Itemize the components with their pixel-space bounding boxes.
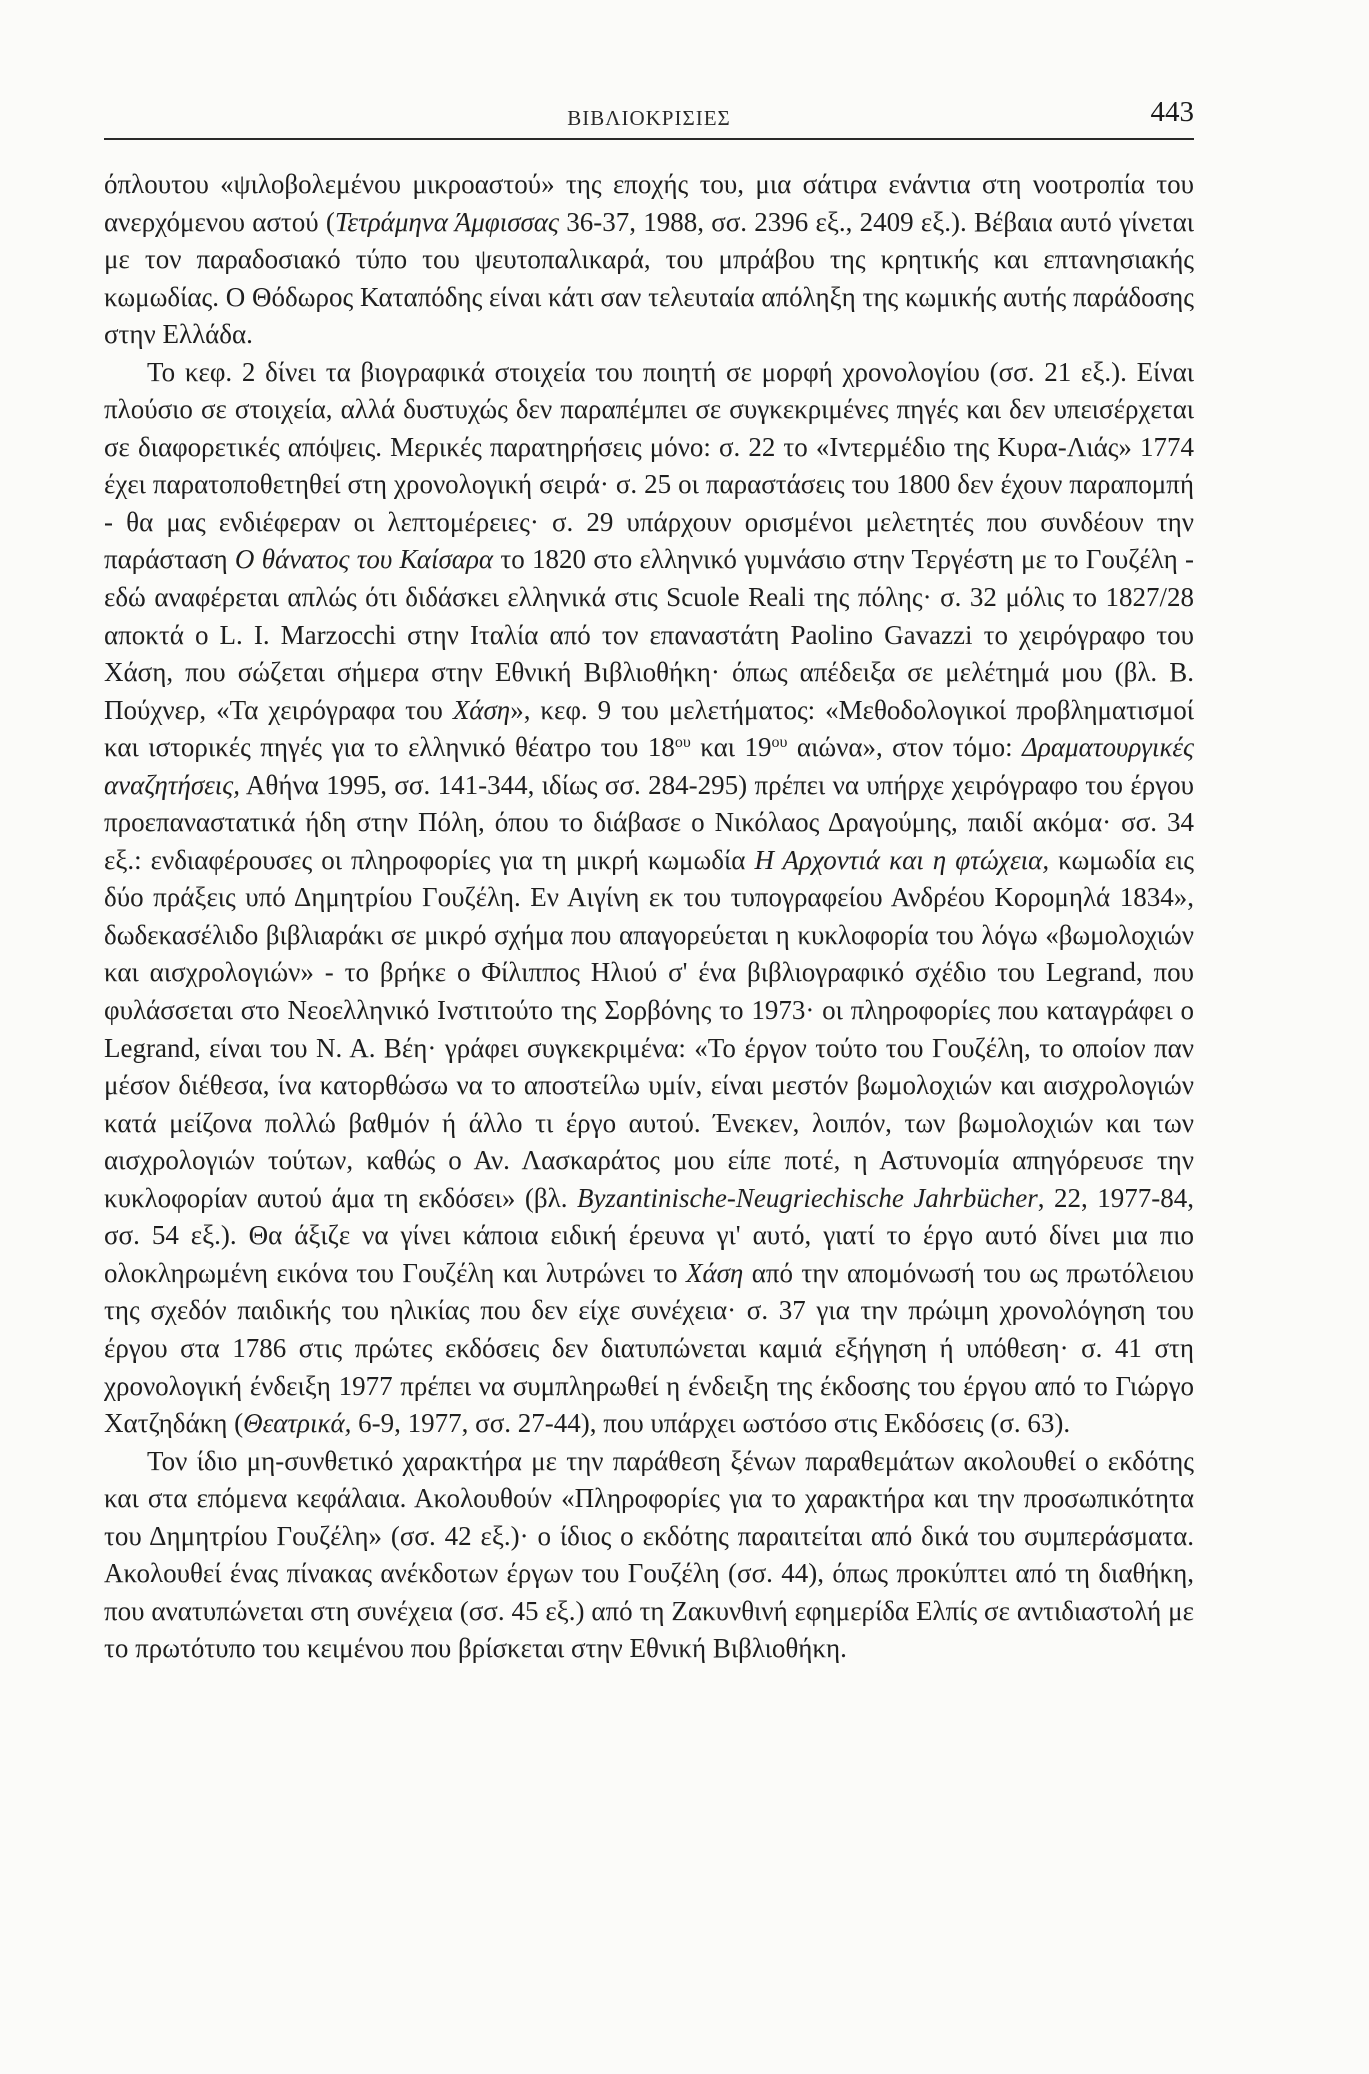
superscript-run: ου <box>771 734 788 752</box>
paragraph <box>104 354 1194 1443</box>
text-run: κωμωδία εις δύο πράξεις υπό Δημητρίου Γουζέλη. Εν Αιγίνη εκ του τυπογραφείου Ανδρέου Κορομηλά 1834», δωδεκασέλιδο βιβλιαράκι σε μικρό σχήμα που απαγορεύεται η κυκλοφορία του λόγω «βωμολοχιών και αισχρολογιών» - το βρήκε ο Φίλιππος Ηλιού σ' ένα βιβλιογραφικό σχέδιο του Legrand, που φυλάσσεται στο Νεοελληνικό Ινστιτούτο της Σορβόνης το 1973· οι πληροφορίες που καταγράφει ο Legrand, είναι του Ν. Α. Βέη· γράφει συγκεκριμένα: «Το έργον τούτο του Γουζέλη, το οποίον παν μέσον διέθεσα, ίνα κατορθώσω να το αποστείλω υμίν, είναι μεστόν βωμολοχιών και αισχρολογιών κατά μείζονα πολλώ βαθμόν ή άλλο τι έργο αυτού. Ένεκεν, λοιπόν, των βωμολοχιών και των αισχρολογιών τούτων, καθώς ο Αν. Λασκαράτος μου είπε ποτέ, η Αστυνομία απηγόρευσε την κυκλοφορίαν αυτού άμα τη εκδόσει» (βλ. <box>104 844 1194 1213</box>
italic-run: Θεατρικά, <box>243 1408 352 1439</box>
text-run: Το κεφ. 2 δίνει τα βιογραφικά στοιχεία του ποιητή σε μορφή χρονολογίου (σσ. 21 εξ.). Είναι πλούσιο σε στοιχεία, αλλά δυστυχώς δεν παραπέμπει σε συγκεκριμένες πηγές και δεν υπεισέρχεται σε διαφορετικές απόψεις. Μερικές παρατηρήσεις μόνο: σ. 22 το «Ιντερμέδιο της Κυρα-Λιάς» 1774 έχει παρατοποθετηθεί στη χρονολογική σειρά· σ. 25 οι παραστάσεις του 1800 δεν έχουν παραπομπή - θα μας ενδιέφεραν οι λεπτομέρειες· σ. 29 υπάρχουν ορισμένοι μελετητές που συνδέουν την παράσταση <box>104 356 1194 575</box>
italic-run: Ο θάνατος του Καίσαρα <box>234 544 494 575</box>
italic-run: Η Αρχοντιά και η φτώχεια, <box>754 844 1050 875</box>
italic-run: Δραματουργικές αναζητήσεις, <box>104 732 1194 800</box>
text-run: και 19 <box>690 732 772 763</box>
text-run: Τον ίδιο μη-συνθετικό χαρακτήρα με την παράθεση ξένων παραθεμάτων ακολουθεί ο εκδότης και στα επόμενα κεφάλαια. Ακολουθούν «Πληροφορίες για το χαρακτήρα και την προσωπικότητα του Δημητρίου Γουζέλη» (σσ. 42 εξ.)· ο ίδιος ο εκδότης παραιτείται από δικά του συμπεράσματα. Ακολουθεί ένας πίνακας ανέκδοτων έργων του Γουζέλη (σσ. 44), όπως προκύπτει από τη διαθήκη, που ανατυπώνεται στη συνέχεια (σσ. 45 εξ.) από τη Ζακυνθινή εφημερίδα Ελπίς σε αντιδιαστολή με το πρωτότυπο του κειμένου που βρίσκεται στην Εθνική Βιβλιοθήκη. <box>104 1445 1194 1664</box>
running-header-title: ΒΙΒΛΙΟΚΡΙΣΙΕΣ <box>567 106 731 130</box>
text-run: 6-9, 1977, σσ. 27-44), που υπάρχει ωστόσο στις Εκδόσεις (σ. 63). <box>351 1408 1071 1439</box>
text-run: το 1820 στο ελληνικό γυμνάσιο στην Τεργέστη με το Γουζέλη - εδώ αναφέρεται απλώς ότι διδάσκει ελληνικά στις Scuole Reali της πόλης· σ. 32 μόλις το 1827/28 αποκτά ο L. I. Marzocchi στην Ιταλία από τον επαναστάτη Paolino Gavazzi το χειρόγραφο του Χάση, που σώζεται σήμερα στην Εθνική Βιβλιοθήκη· όπως απέδειξα σε μελέτημά μου (βλ. Β. Πούχνερ, «Τα χειρόγραφα του <box>104 544 1194 725</box>
text-run: , 22, 1977-84, σσ. 54 εξ.). Θα άξιζε να γίνει κάποια ειδική έρευνα γι' αυτό, γιατί το έργο αυτό δίνει μια πιο ολοκληρωμένη εικόνα του Γουζέλη και λυτρώνει το <box>104 1182 1194 1288</box>
italic-run: Χάση <box>685 1257 744 1288</box>
text-run: Αθήνα 1995, σσ. 141-344, ιδίως σσ. 284-295) πρέπει να υπήρχε χειρόγραφο του έργου προεπαναστατικά ήδη στην Πόλη, όπου το διάβασε ο Νικόλαος Δραγούμης, παιδί ακόμα· σσ. 34 εξ.: ενδιαφέρουσες οι πληροφορίες για τη μικρή κωμωδία <box>104 769 1194 875</box>
text-run: από την απομόνωσή του ως πρωτόλειου της σχεδόν παιδικής του ηλικίας που δεν είχε συνέχεια· σ. 37 για την πρώιμη χρονολόγηση του έργου στα 1786 στις πρώτες εκδόσεις δεν διατυπώνεται καμιά εξήγηση ή υπόθεση· σ. 41 στη χρονολογική ένδειξη 1977 πρέπει να συμπληρωθεί η ένδειξη της έκδοσης του έργου από το Γιώργο Χατζηδάκη ( <box>104 1257 1194 1439</box>
paragraph <box>104 166 1194 354</box>
running-header <box>104 96 1194 140</box>
text-run: αιώνα», στον τόμο: <box>787 732 1023 763</box>
italic-run: Τετράμηνα Άμφισσας <box>334 206 559 237</box>
text-run: όπλουτου «ψιλοβολεμένου μικροαστού» της εποχής του, μια σάτιρα ενάντια στη νοοτροπία του ανερχόμενου αστού ( <box>104 169 1194 237</box>
italic-run: Byzantinische-Neugriechische Jahrbücher <box>576 1182 1038 1213</box>
page-number: 443 <box>1150 96 1194 128</box>
superscript-run: ου <box>674 734 691 752</box>
text-run: », κεφ. 9 του μελετήματος: «Μεθοδολογικοί προβληματισμοί και ιστορικές πηγές για το ελληνικό θέατρο του 18 <box>104 694 1194 763</box>
italic-run: Χάση <box>452 694 511 725</box>
paragraph <box>104 1443 1194 1668</box>
text-run: 36-37, 1988, σσ. 2396 εξ., 2409 εξ.). Βέβαια αυτό γίνεται με τον παραδοσιακό τύπο του ψευτοπαλικαρά, του μπράβου της κρητικής και επτανησιακής κωμωδίας. Ο Θόδωρος Καταπόδης είναι κάτι σαν τελευταία απόληξη της κωμικής αυτής παράδοσης στην Ελλάδα. <box>104 206 1195 350</box>
body-text <box>104 166 1194 1668</box>
